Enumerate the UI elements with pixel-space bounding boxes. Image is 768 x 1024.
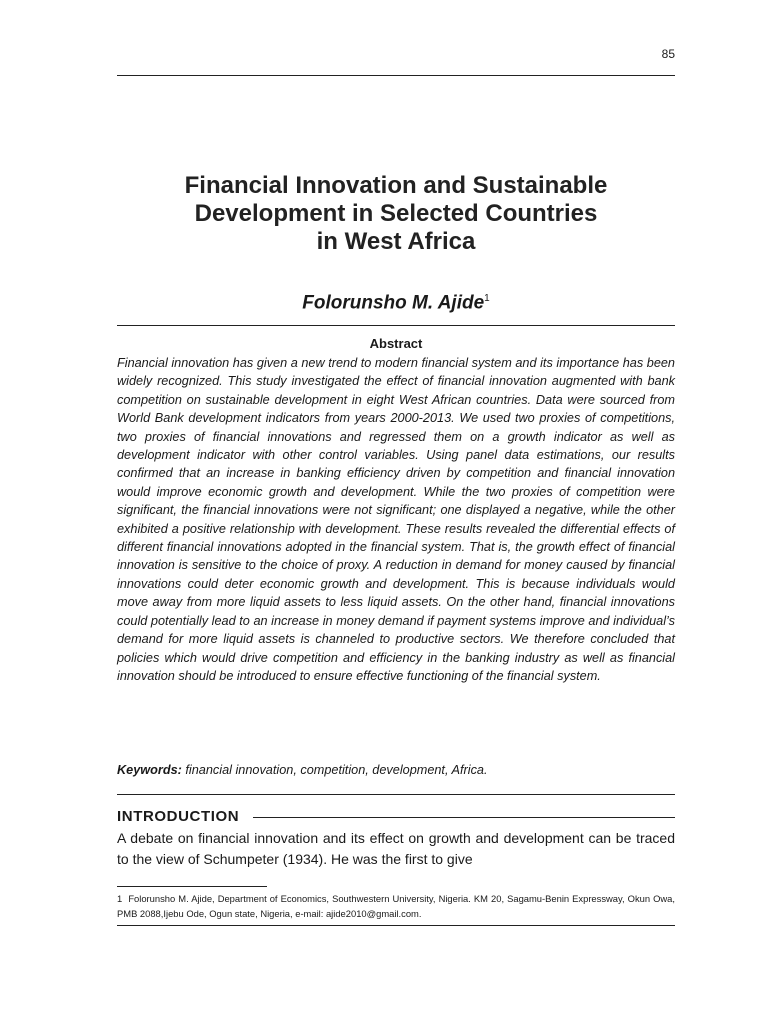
author-name: Folorunsho M. Ajide [302,292,485,314]
keywords-line: Keywords: financial innovation, competition, development, Africa. [117,763,488,777]
abstract-heading: Abstract [369,336,423,351]
title-line: Development in Selected Countries [194,200,598,227]
keywords-text: financial innovation, competition, development, Africa. [185,763,488,777]
footnote-mark: 1 [117,893,123,904]
abstract-bottom-rule [117,794,675,795]
introduction-heading-row [117,808,675,826]
page-number: 85 [661,47,675,61]
abstract-top-rule [117,325,675,326]
header-rule [117,75,675,76]
introduction-body: A debate on financial innovation and its effect on growth and development can be traced to the view of Schumpeter (1934). He was the first to give [117,830,675,867]
keywords-label: Keywords [117,763,178,777]
introduction-heading: INTRODUCTION [117,808,240,825]
footnote [117,891,675,921]
abstract-body: Financial innovation has given a new trend to modern financial system and its importance has been widely recognized. This study investigated the effect of financial innovation augmented with bank competition on sustainable development in eight West African countries. Data were sourced from World Bank development indicators from years 2000-2013. We used two proxies of competitions, two proxies of financial innovations and regressed them on a growth indicator as well as development indicator with other control variables. Using panel data estimations, our results confirmed that an increase in banking efficiency driven by competition and financial innovation would improve economic growth and development. While the two proxies of competition were significant, the financial innovations were not significant; one displayed a negative, while the other exhibited a positive relationship with development. These results revealed the differential effects of different financial innovations adopted in the financial system. That is, the growth effect of financial innovation is sensitive to the choice of proxy. A reduction in demand for money caused by financial innovations could deter economic growth and development. This is because individuals would move away from more liquid assets to less liquid assets. On the other hand, financial innovations could potentially lead to an increase in money demand if payment systems improve and individual’s demand for more liquid assets is channeled to productive sectors. We therefore concluded that policies which would drive competition and efficiency in the banking industry as well as financial innovation should be introduced to ensure effective functioning of the financial system. [117,356,675,683]
footnote-rule [117,886,267,887]
title-line: Financial Innovation and Sustainable [184,172,608,199]
author-footnote-mark: 1 [484,293,490,304]
paper-page [117,0,675,1024]
author-line [117,288,675,314]
title-line: in West Africa [316,228,476,255]
paper-title [117,172,675,256]
footer-rule [117,925,675,926]
footnote-text: Folorunsho M. Ajide, Department of Economics, Southwestern University, Nigeria. KM 20, Sagamu-Benin Expressway, Okun Owa, PMB 2088,Ijebu Ode, Ogun state, Nigeria, e-mail: ajide2010@gmail.com. [117,893,675,919]
introduction-heading-rule [253,817,675,818]
